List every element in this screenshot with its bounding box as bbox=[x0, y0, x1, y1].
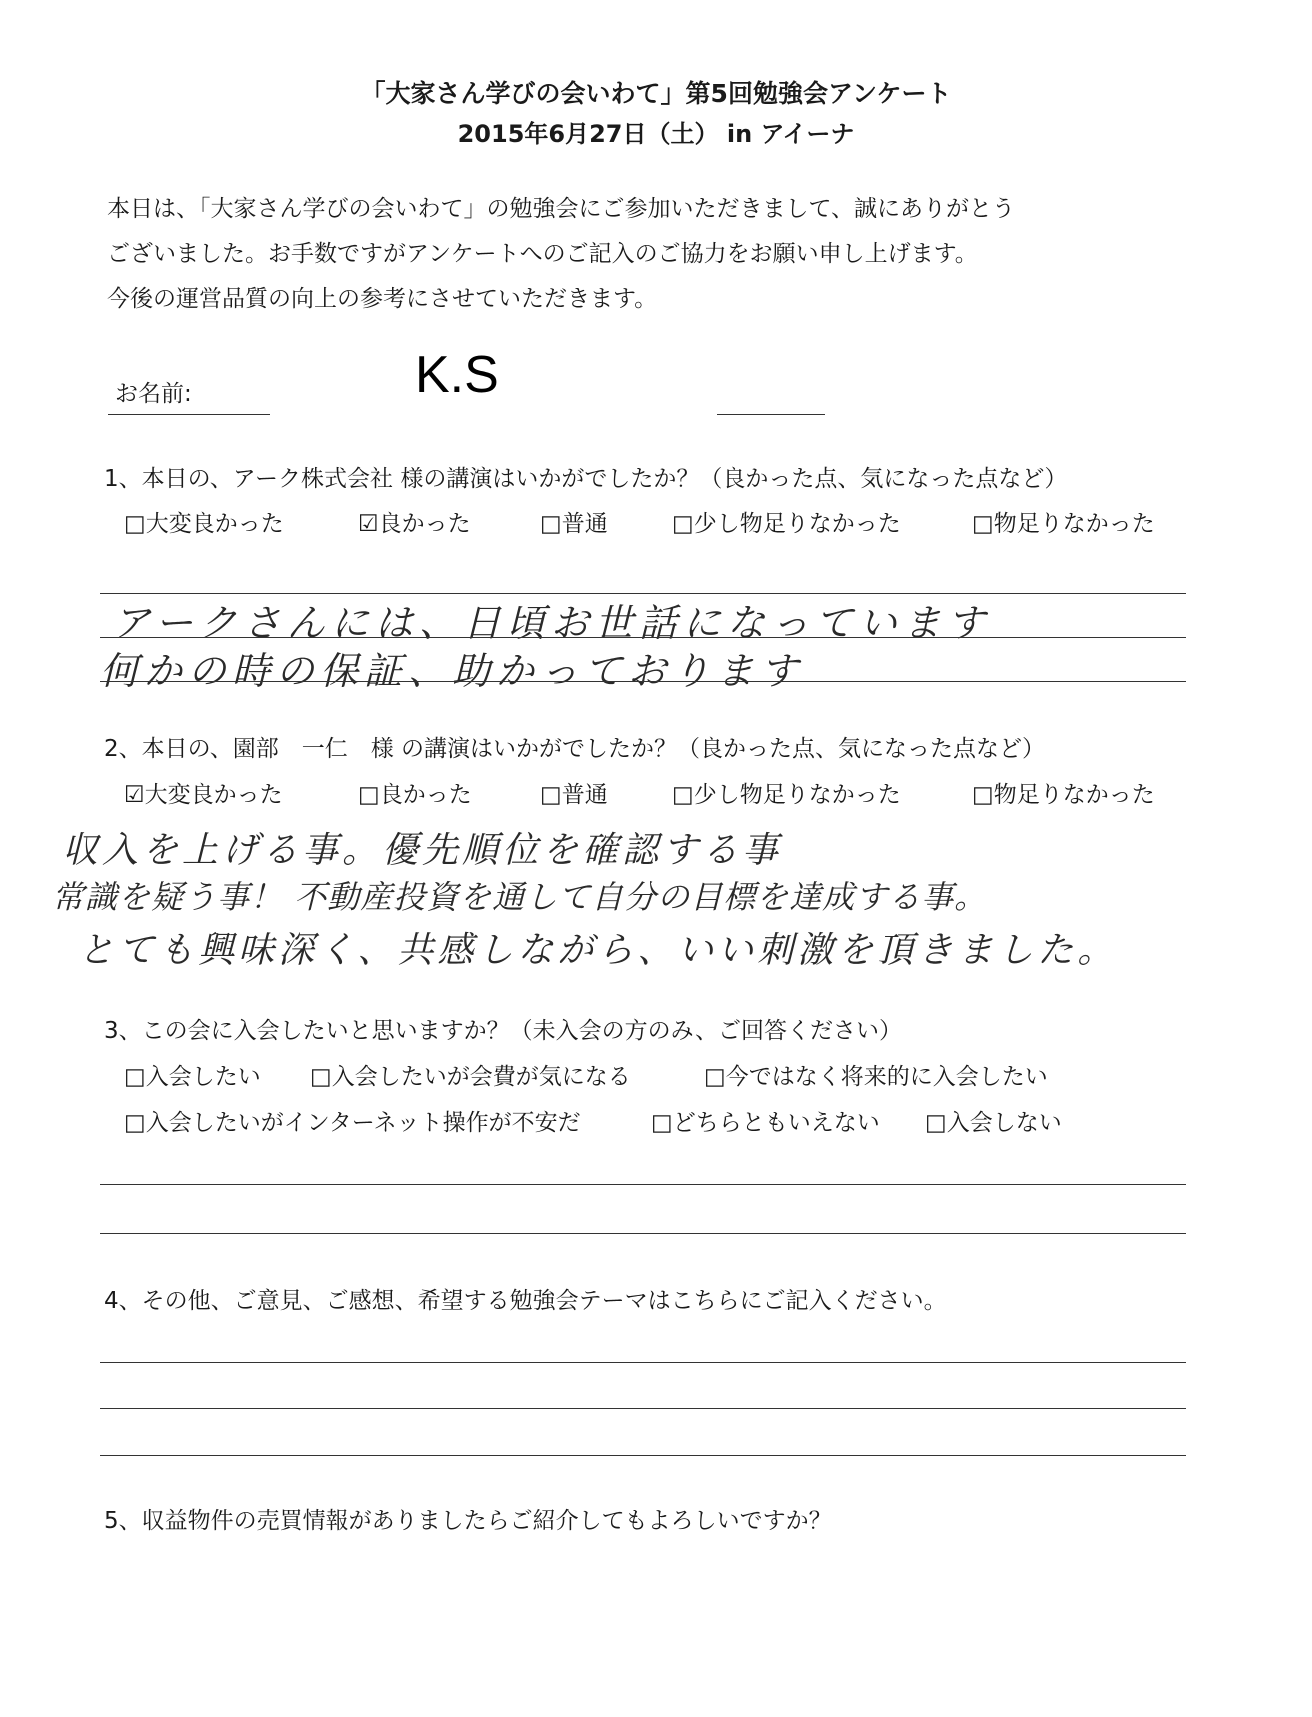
q2-option-slightly-lacking[interactable]: □少し物足りなかった bbox=[672, 782, 901, 808]
name-label: お名前: bbox=[115, 381, 192, 407]
q4-answer-rule-1 bbox=[100, 1362, 1186, 1363]
q3-question: 3、この会に入会したいと思いますか？（未入会の方のみ、ご回答ください） bbox=[104, 1018, 903, 1044]
q2-answer-line-2[interactable]: 常識を疑う事！ 不動産投資を通して自分の目標を達成する事。 bbox=[52, 878, 988, 916]
intro-line-2: ございました。お手数ですがアンケートへのご記入のご協力をお願い申し上げます。 bbox=[107, 241, 978, 267]
q2-option-lacking[interactable]: □物足りなかった bbox=[972, 782, 1155, 808]
q2-question: 2、本日の、園部 一仁 様 の講演はいかがでしたか？（良かった点、気になった点など） bbox=[104, 736, 1046, 762]
q3-option-join[interactable]: □入会したい bbox=[124, 1064, 261, 1090]
q3-option-undecided[interactable]: □どちらともいえない bbox=[651, 1110, 880, 1136]
name-underline-left bbox=[108, 414, 270, 415]
form-subtitle: 2015年6月27日（土） in アイーナ bbox=[457, 120, 855, 148]
q1-option-average[interactable]: □普通 bbox=[540, 511, 608, 537]
q4-answer-rule-2 bbox=[100, 1408, 1186, 1409]
q1-answer-line-2[interactable]: 何かの時の保証、助かっております bbox=[100, 649, 805, 693]
q1-answer-line-1[interactable]: アークさんには、日頃お世話になっています bbox=[112, 601, 991, 645]
q2-answer-line-1[interactable]: 収入を上げる事。優先順位を確認する事 bbox=[62, 830, 783, 871]
q3-answer-rule-1 bbox=[100, 1184, 1186, 1185]
name-underline-right bbox=[717, 414, 825, 415]
q1-option-lacking[interactable]: □物足りなかった bbox=[972, 511, 1155, 537]
q1-answer-rule-1 bbox=[100, 593, 1186, 594]
q2-answer-line-3[interactable]: とても興味深く、共感しながら、いい刺激を頂きました。 bbox=[78, 930, 1118, 971]
q3-option-join-fee-concern[interactable]: □入会したいが会費が気になる bbox=[310, 1064, 631, 1090]
q1-answer-rule-2 bbox=[100, 637, 1186, 638]
q1-option-good[interactable]: ☑良かった bbox=[358, 511, 471, 537]
intro-line-3: 今後の運営品質の向上の参考にさせていただきます。 bbox=[107, 286, 658, 312]
q2-option-very-good[interactable]: ☑大変良かった bbox=[124, 782, 283, 808]
q5-question-partial: 5、収益物件の売買情報がありましたらご紹介してもよろしいですか？ bbox=[104, 1508, 832, 1534]
q1-option-very-good[interactable]: □大変良かった bbox=[124, 511, 284, 537]
intro-line-1: 本日は、「大家さん学びの会いわて」の勉強会にご参加いただきまして、誠にありがとう bbox=[107, 196, 1016, 222]
q1-option-slightly-lacking[interactable]: □少し物足りなかった bbox=[672, 511, 901, 537]
q3-option-not-join[interactable]: □入会しない bbox=[925, 1110, 1062, 1136]
name-value[interactable]: K.S bbox=[415, 346, 499, 404]
q3-answer-rule-2 bbox=[100, 1233, 1186, 1234]
q4-question: 4、その他、ご意見、ご感想、希望する勉強会テーマはこちらにご記入ください。 bbox=[104, 1288, 947, 1314]
q4-answer-rule-3 bbox=[100, 1455, 1186, 1456]
q3-option-join-future[interactable]: □今ではなく将来的に入会したい bbox=[704, 1064, 1048, 1090]
q2-option-average[interactable]: □普通 bbox=[540, 782, 608, 808]
q2-option-good[interactable]: □良かった bbox=[358, 782, 472, 808]
q1-answer-rule-3 bbox=[100, 681, 1186, 682]
q1-question: 1、本日の、アーク株式会社 様の講演はいかがでしたか？（良かった点、気になった点など） bbox=[104, 466, 1068, 492]
form-title: 「大家さん学びの会いわて」第5回勉強会アンケート bbox=[360, 79, 952, 108]
q3-option-join-internet-concern[interactable]: □入会したいがインターネット操作が不安だ bbox=[124, 1110, 581, 1136]
